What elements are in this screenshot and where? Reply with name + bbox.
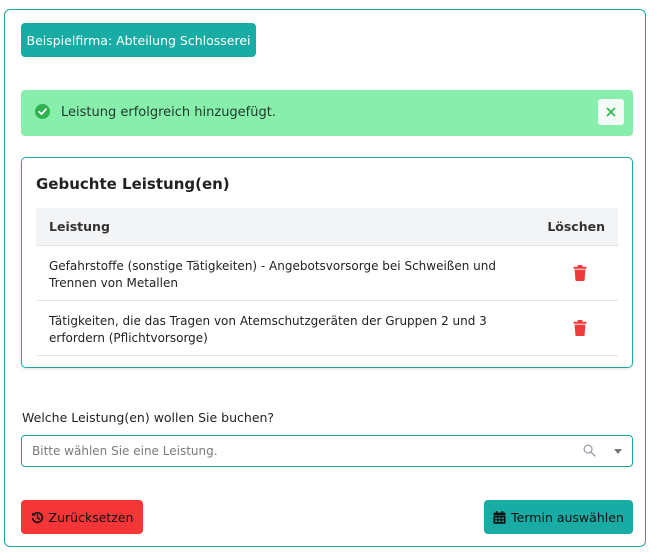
service-select[interactable] — [21, 435, 633, 467]
check-circle-icon — [35, 104, 50, 119]
alert-message: Leistung erfolgreich hinzugefügt. — [61, 105, 276, 120]
select-appointment-label: Termin auswählen — [511, 509, 624, 525]
column-header-service: Leistung — [49, 219, 110, 234]
company-department-button[interactable] — [21, 23, 256, 57]
trash-icon[interactable] — [573, 265, 587, 281]
select-appointment-button[interactable] — [484, 500, 633, 534]
reset-button[interactable] — [21, 500, 143, 534]
column-header-delete: Löschen — [547, 219, 605, 234]
close-icon — [606, 107, 616, 117]
trash-icon[interactable] — [573, 320, 587, 336]
booked-services-card — [21, 157, 633, 368]
booking-question-label: Welche Leistung(en) wollen Sie buchen? — [22, 410, 275, 425]
table-row — [36, 301, 618, 356]
chevron-down-icon[interactable] — [614, 449, 622, 455]
history-icon — [31, 511, 44, 524]
calendar-icon — [493, 511, 506, 524]
alert-close-button[interactable] — [598, 99, 624, 125]
booked-services-title: Gebuchte Leistung(en) — [36, 175, 230, 193]
search-icon — [583, 444, 596, 457]
table-row — [36, 246, 618, 301]
company-department-label: Beispielfirma: Abteilung Schlosserei — [26, 32, 251, 48]
service-search-input[interactable] — [32, 436, 552, 466]
reset-button-label: Zurücksetzen — [48, 509, 134, 525]
service-name: Gefahrstoffe (sonstige Tätigkeiten) - Angebotsvorsorge bei Schweißen und Trennen von Metallen — [49, 259, 496, 290]
booked-services-table — [36, 208, 618, 356]
success-alert — [21, 90, 633, 136]
table-header — [36, 208, 618, 246]
service-name: Tätigkeiten, die das Tragen von Atemschutzgeräten der Gruppen 2 und 3 erfordern (Pflichtvorsorge) — [49, 314, 487, 345]
